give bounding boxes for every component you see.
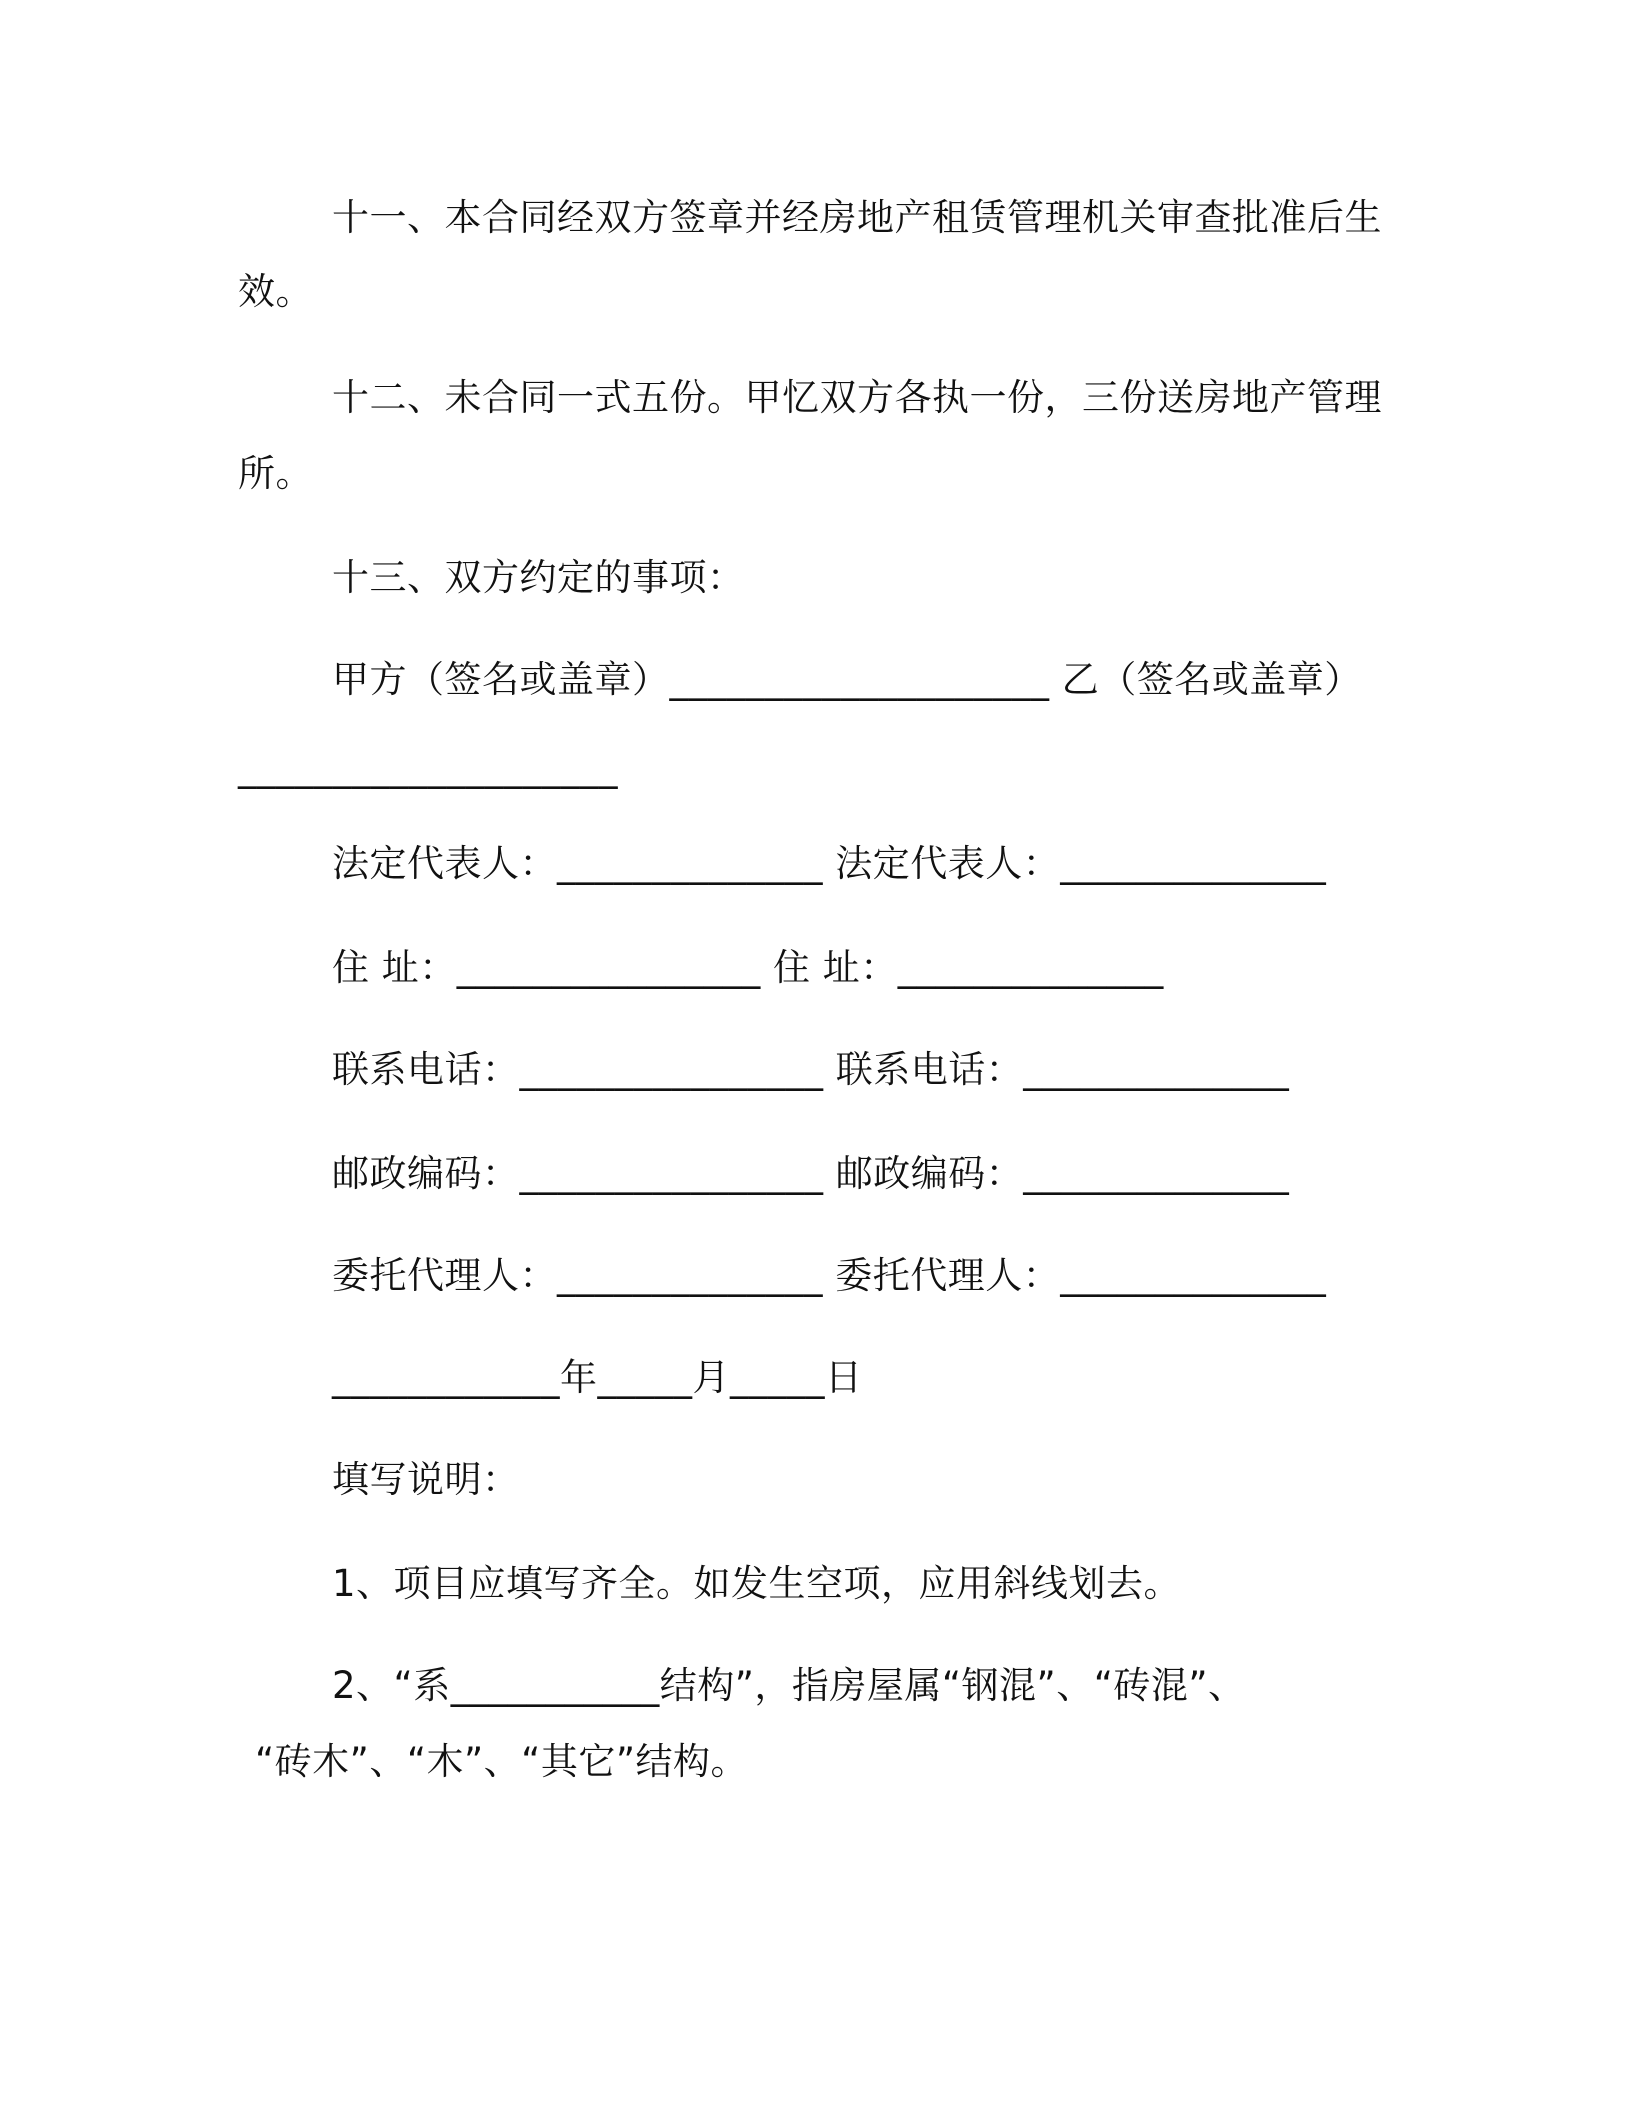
- notes-item-2-line-1: 2、“系___________结构”，指房屋属“钢混”、“砖混”、: [332, 1664, 1246, 1707]
- postal-code-line: 邮政编码：________________ 邮政编码：______________: [332, 1152, 1290, 1195]
- phone-line: 联系电话：________________ 联系电话：______________: [332, 1048, 1290, 1091]
- address-line: 住 址：________________ 住 址：______________: [332, 946, 1164, 989]
- notes-item-1: 1、项目应填写齐全。如发生空项，应用斜线划去。: [332, 1562, 1182, 1605]
- notes-heading: 填写说明：: [332, 1458, 520, 1501]
- clause-12-line-1: 十二、未合同一式五份。甲忆双方各执一份，三份送房地产管理: [332, 376, 1382, 419]
- clause-12-line-2: 所。: [238, 452, 313, 495]
- signature-line-1: 甲方（签名或盖章）____________________ 乙（签名或盖章）: [332, 658, 1362, 701]
- agent-line: 委托代理人：______________ 委托代理人：______________: [332, 1254, 1327, 1297]
- clause-11-line-1: 十一、本合同经双方签章并经房地产租赁管理机关审查批准后生: [332, 196, 1382, 239]
- clause-13: 十三、双方约定的事项：: [332, 556, 745, 599]
- clause-11-line-2: 效。: [238, 270, 313, 313]
- legal-representative-line: 法定代表人：______________ 法定代表人：______________: [332, 842, 1327, 885]
- date-line: ____________年_____月_____日: [332, 1356, 863, 1399]
- notes-item-2-line-2: “砖木”、“木”、“其它”结构。: [255, 1740, 749, 1783]
- signature-line-2: ____________________: [238, 746, 618, 789]
